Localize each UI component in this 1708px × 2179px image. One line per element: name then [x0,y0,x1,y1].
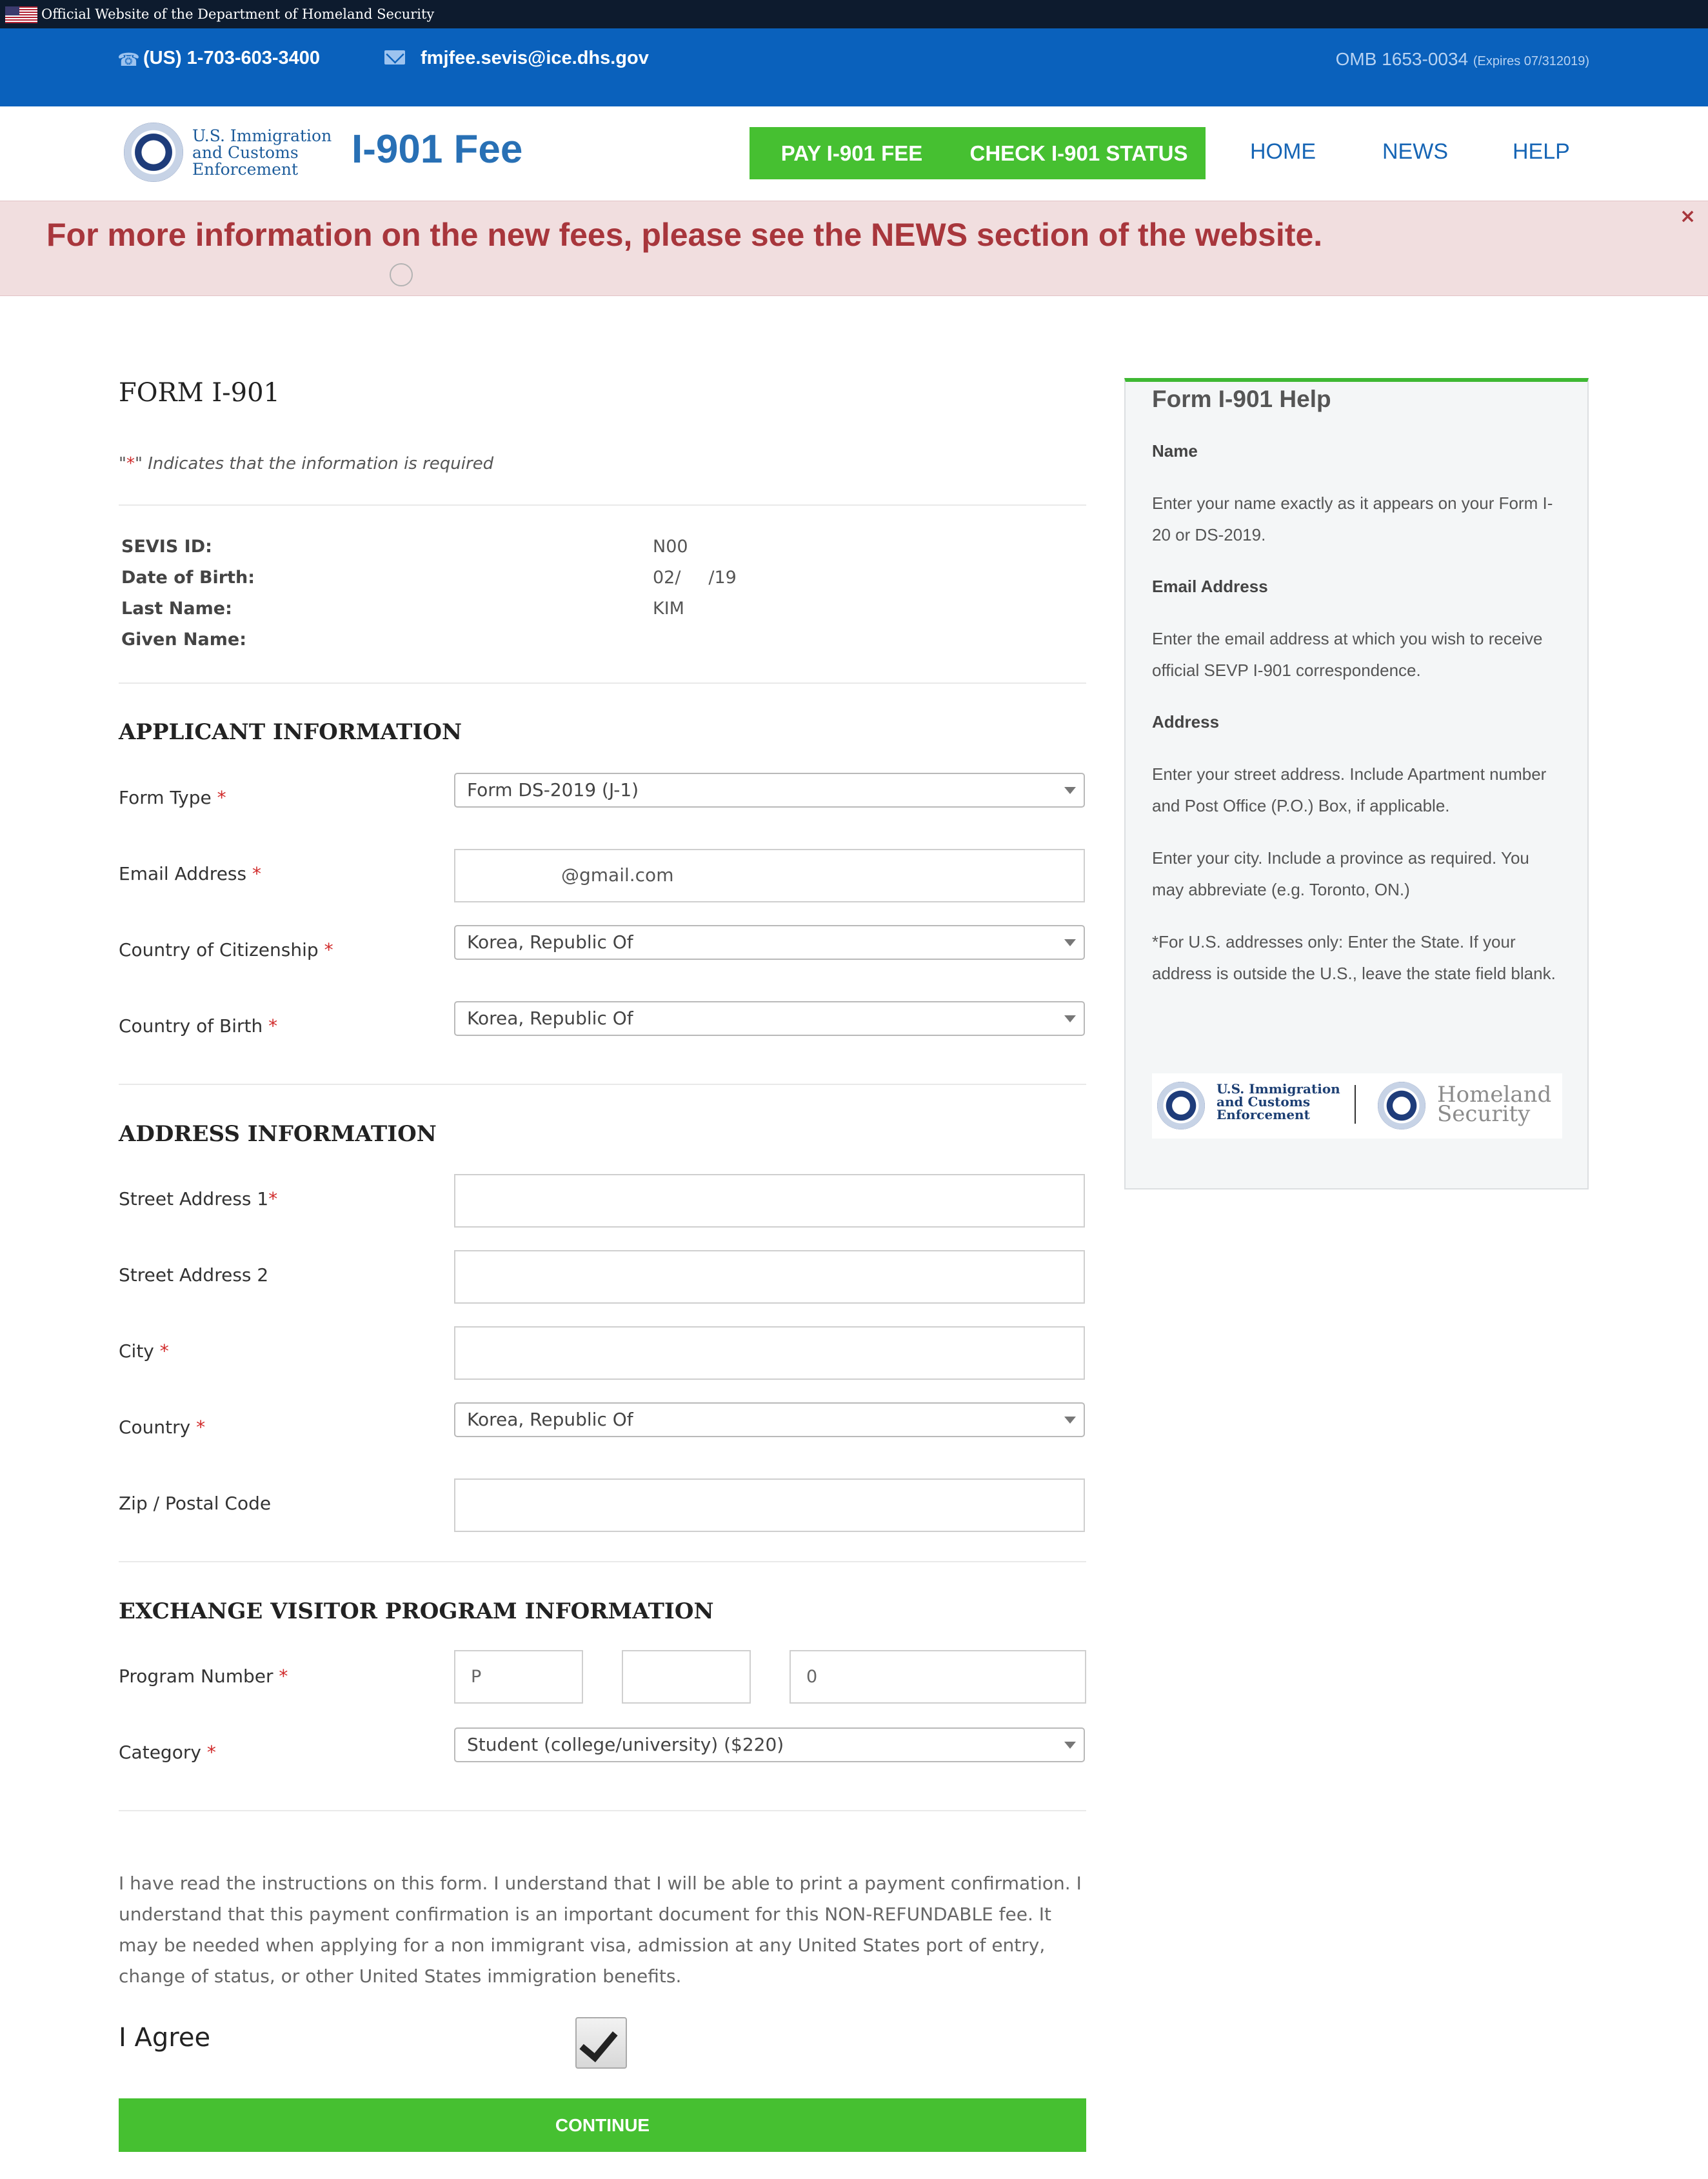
exchange-section-title: EXCHANGE VISITOR PROGRAM INFORMATION [119,1598,714,1624]
divider [119,1810,1086,1811]
chevron-down-icon [1064,1015,1076,1022]
last-name-label: Last Name: [121,599,232,619]
help-title: Form I-901 Help [1152,386,1331,412]
nav-home[interactable]: HOME [1250,139,1316,164]
street2-input[interactable] [454,1250,1085,1304]
dob-label: Date of Birth: [121,568,255,588]
agree-label: I Agree [119,2023,211,2053]
continue-button[interactable]: CONTINUE [119,2098,1086,2152]
checkmark-icon [579,2022,617,2062]
alert-message: For more information on the new fees, please see the NEWS section of the website. [46,217,1323,253]
divider [119,1561,1086,1562]
citizenship-select[interactable]: Korea, Republic Of [454,925,1085,960]
check-status-button[interactable]: CHECK I-901 STATUS [952,127,1206,179]
help-name-text: Enter your name exactly as it appears on your Form I-20 or DS-2019. [1152,493,1553,544]
form-title: FORM I-901 [119,378,280,408]
sevis-id-value: N00 [653,537,688,557]
sevis-id-label: SEVIS ID: [121,537,212,557]
agency-name[interactable]: U.S. Immigration and Customs Enforcement [192,126,332,179]
email-label: Email Address * [119,863,261,884]
help-address-heading: Address [1152,712,1220,731]
help-name-heading: Name [1152,441,1198,461]
pay-fee-button[interactable]: PAY I-901 FEE [750,127,954,179]
help-address-text-3: *For U.S. addresses only: Enter the State. If your address is outside the U.S., leave the state field blank. [1152,932,1556,983]
help-logos [1152,1073,1562,1139]
dhs-seal-logo [1378,1082,1425,1129]
envelope-icon [384,50,405,65]
ice-seal-logo [1157,1082,1205,1129]
country-label: Country * [119,1417,206,1438]
applicant-section-title: APPLICANT INFORMATION [119,719,462,745]
omb-number: OMB 1653-0034 (Expires 07/312019) [1335,49,1589,69]
program-number-part1[interactable]: P [454,1650,583,1704]
nav-news[interactable]: NEWS [1382,139,1448,164]
gov-banner-text: Official Website of the Department of Homeland Security [41,6,435,22]
phone-number[interactable]: (US) 1-703-603-3400 [143,48,321,68]
program-number-part3[interactable]: 0 [789,1650,1086,1704]
chevron-down-icon [1064,787,1076,794]
city-label: City * [119,1340,169,1362]
program-number-part2[interactable] [622,1650,751,1704]
category-label: Category * [119,1742,216,1763]
dob-value: 02/ /19 [653,568,737,588]
close-icon[interactable]: × [1680,205,1696,228]
zip-input[interactable] [454,1478,1085,1532]
divider [119,504,1086,506]
citizenship-label: Country of Citizenship * [119,939,333,960]
category-select[interactable]: Student (college/university) ($220) [454,1727,1085,1762]
help-email-text: Enter the email address at which you wish to receive official SEVP I-901 correspondence. [1152,629,1543,680]
divider [119,682,1086,684]
zip-label: Zip / Postal Code [119,1493,272,1514]
dhs-logo-text: Homeland Security [1437,1082,1552,1127]
given-name-label: Given Name: [121,630,247,650]
street1-label: Street Address 1* [119,1188,278,1209]
birth-country-label: Country of Birth * [119,1015,278,1037]
omb-expires: (Expires 07/312019) [1473,54,1589,68]
birth-country-select[interactable]: Korea, Republic Of [454,1001,1085,1036]
help-email-heading: Email Address [1152,577,1268,596]
chevron-down-icon [1064,1417,1076,1424]
us-flag-icon [5,6,37,23]
nav-help[interactable]: HELP [1513,139,1570,164]
help-address-text-2: Enter your city. Include a province as required. You may abbreviate (e.g. Toronto, ON.) [1152,848,1529,899]
agree-checkbox[interactable] [575,2017,627,2069]
required-note: "*" Indicates that the information is required [119,454,494,473]
form-type-label: Form Type * [119,787,226,808]
chevron-down-icon [1064,939,1076,946]
country-select[interactable]: Korea, Republic Of [454,1402,1085,1437]
divider [119,1084,1086,1085]
city-input[interactable] [454,1326,1085,1380]
loading-circle-icon [390,263,413,286]
site-title[interactable]: I-901 Fee [352,127,523,172]
street2-label: Street Address 2 [119,1264,269,1286]
dhs-seal-logo[interactable] [124,123,183,182]
form-type-select[interactable]: Form DS-2019 (J-1) [454,773,1085,808]
address-section-title: ADDRESS INFORMATION [119,1121,437,1147]
contact-bar [0,28,1708,106]
contact-email[interactable]: fmjfee.sevis@ice.dhs.gov [421,48,649,68]
ice-logo-text: U.S. Immigration and Customs Enforcement [1216,1081,1340,1122]
phone-icon: ☎ [117,49,140,70]
logo-divider [1355,1085,1356,1124]
disclaimer-text: I have read the instructions on this form. I understand that I will be able to print a payment confirmation. I understand that this payment confirmation is an important document for this NON-REFUNDABLE fee. It may be needed when applying for a non immigrant visa, admission at any United States port of entry, change of status, or other United States immigration benefits. [119,1873,1082,1987]
program-number-label: Program Number * [119,1666,288,1687]
street1-input[interactable] [454,1174,1085,1228]
last-name-value: KIM [653,599,684,619]
email-field[interactable]: @gmail.com [454,849,1085,902]
chevron-down-icon [1064,1742,1076,1749]
help-address-text-1: Enter your street address. Include Apartment number and Post Office (P.O.) Box, if applicable. [1152,764,1547,815]
